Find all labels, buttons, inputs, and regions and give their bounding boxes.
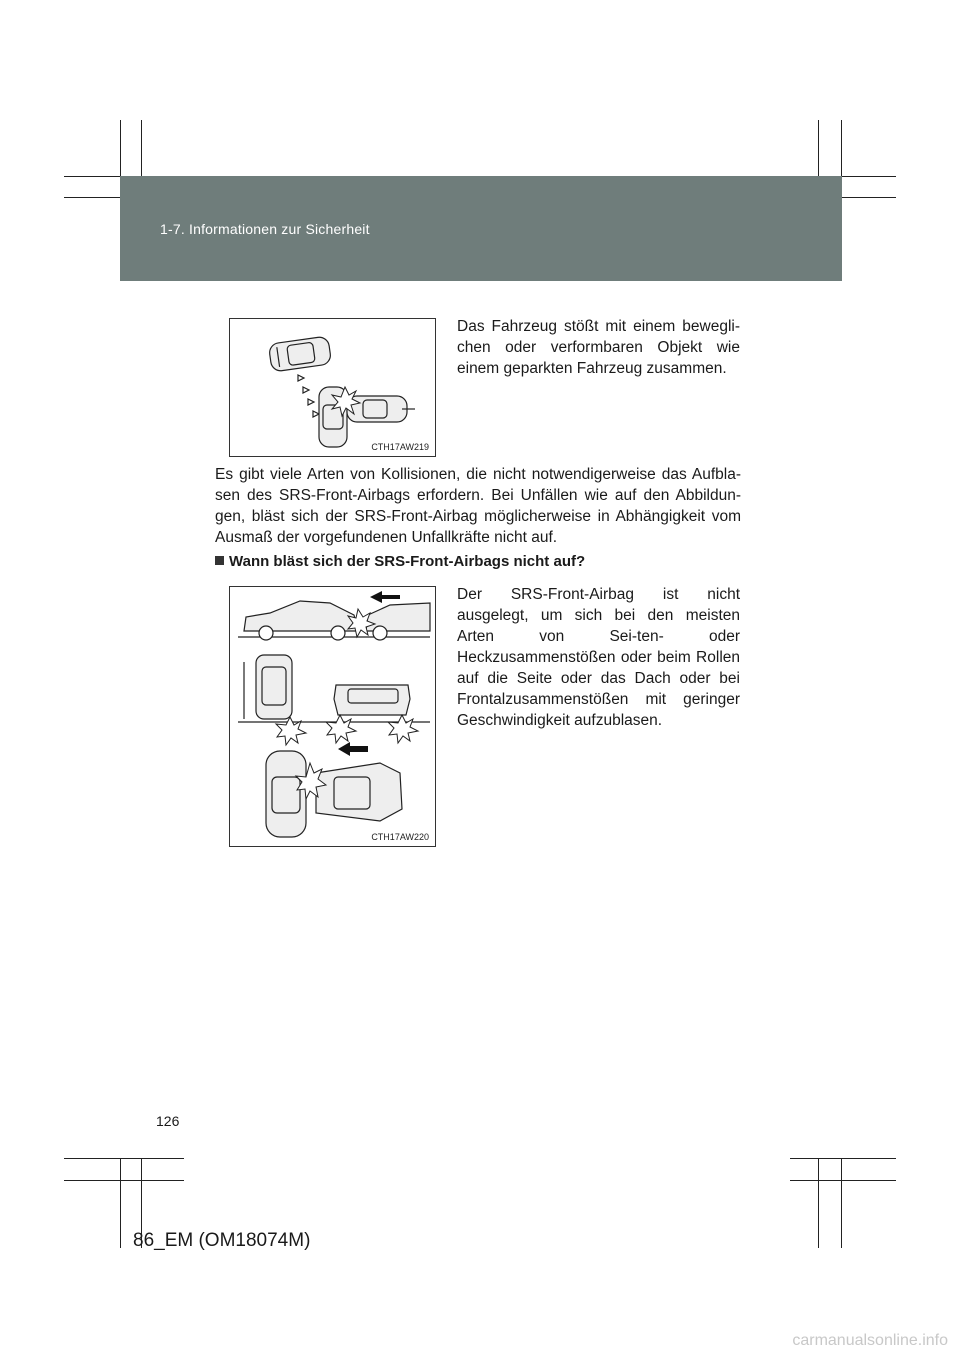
figure-code: CTH17AW219	[371, 442, 429, 452]
illustration-parked-car-collision	[229, 318, 436, 457]
section-heading-text: Wann bläst sich der SRS-Front-Airbags nicht auf?	[229, 553, 586, 570]
illustration-no-deployment-cases	[229, 586, 436, 847]
figure1-description: Das Fahrzeug stößt mit einem bewegli-chen oder verformbaren Objekt wie einem geparkten Fahrzeug zusammen.	[457, 318, 740, 377]
document-code: 86_EM (OM18074M)	[133, 1230, 311, 1251]
collision-drawing	[230, 319, 435, 456]
figure-code: CTH17AW220	[371, 832, 429, 842]
section-header	[120, 176, 842, 281]
page-number: 126	[156, 1113, 180, 1129]
crop-mark	[64, 1180, 184, 1181]
bullet-square-icon	[215, 556, 224, 565]
crop-mark	[790, 1180, 896, 1181]
collision-cases-drawing	[230, 587, 435, 846]
crop-mark	[790, 1158, 896, 1159]
section-title: 1-7. Informationen zur Sicherheit	[160, 221, 370, 237]
section-heading	[215, 553, 585, 570]
figure2-description: Der SRS-Front-Airbag ist nicht ausgelegt, um sich bei den meisten Arten von Sei-ten- oder Heckzusammenstößen oder beim Rollen auf die Seite oder das Dach oder bei Frontalzusammenstößen mit geringer Geschwindigkeit aufzublasen.	[457, 586, 740, 729]
watermark: carmanualsonline.info	[792, 1332, 948, 1349]
crop-mark	[818, 1158, 819, 1248]
crop-mark	[64, 1158, 184, 1159]
body-paragraph: Es gibt viele Arten von Kollisionen, die nicht notwendigerweise das Aufbla-sen des SRS-Front-Airbags erfordern. Bei Unfällen wie auf den Abbildun-gen, bläst sich der SRS-Front-Airbag möglicherweise in Abhängigkeit vom Ausmaß der vorgefundenen Unfallkräfte nicht auf.	[215, 466, 741, 546]
crop-mark	[841, 1158, 842, 1248]
crop-mark	[120, 1158, 121, 1248]
